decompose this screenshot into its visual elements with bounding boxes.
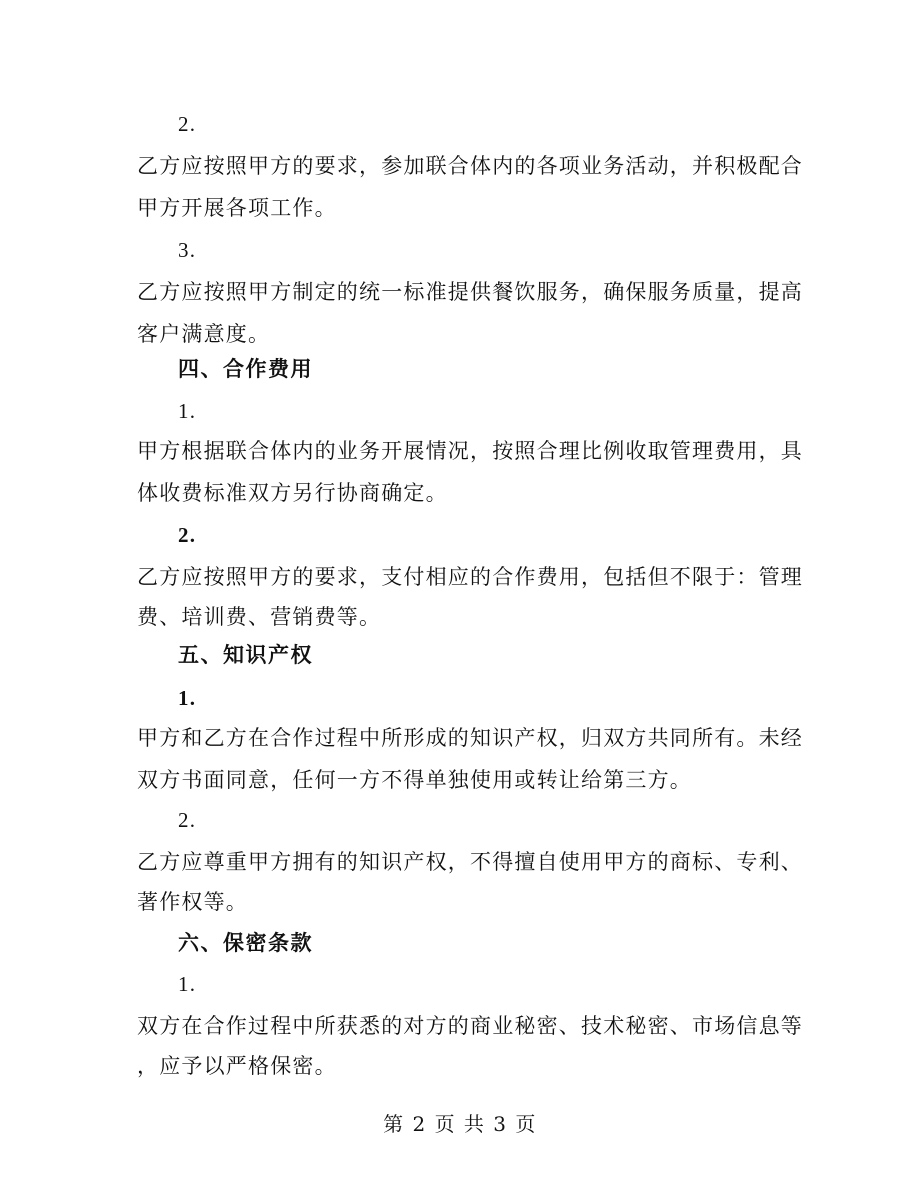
paragraph-line: 客户满意度。 [137,322,271,346]
item-number: 1. [178,399,197,423]
section-heading: 四、合作费用 [178,357,313,381]
paragraph-line: 乙方应按照甲方的要求，参加联合体内的各项业务活动，并积极配合 [137,154,803,178]
item-number: 1. [178,972,197,996]
bold-text: 甲方和乙方在合作过程中所形成的知识产权，归双方共同所有。 [137,726,759,750]
section-heading: 五、知识产权 [178,643,313,667]
paragraph-line: ，应予以严格保密。 [137,1054,337,1078]
paragraph-line: 双方书面同意，任何一方不得单独使用或转让给第三方。 [137,768,692,792]
paragraph-line: 体收费标准双方另行协商确定。 [137,481,448,505]
paragraph-line [137,724,803,752]
paragraph-line: 甲方开展各项工作。 [137,196,337,220]
paragraph-line: 甲方根据联合体内的业务开展情况，按照合理比例收取管理费用，具 [137,439,803,463]
section-heading: 六、保密条款 [178,931,313,955]
item-number: 2. [178,808,197,832]
paragraph-line: 双方在合作过程中所获悉的对方的商业秘密、技术秘密、市场信息等 [137,1014,803,1038]
page-footer: 第 2 页 共 3 页 [383,1112,537,1136]
item-number: 2. [178,112,197,136]
paragraph-line [137,563,803,591]
paragraph-line: 费、培训费、营销费等。 [137,605,382,629]
bold-text: 乙方应按照甲方的要求，支付相应的合作费用，包括但不限于： [137,565,759,589]
paragraph-line: 乙方应按照甲方制定的统一标准提供餐饮服务，确保服务质量，提高 [137,280,803,304]
item-number: 1. [178,686,197,710]
item-number: 2. [178,523,197,547]
paragraph-line: 著作权等。 [137,890,248,914]
paragraph-line: 乙方应尊重甲方拥有的知识产权，不得擅自使用甲方的商标、专利、 [137,850,803,874]
regular-text: 管理 [758,565,804,589]
item-number: 3. [178,238,197,262]
regular-text: 未经 [758,726,804,750]
